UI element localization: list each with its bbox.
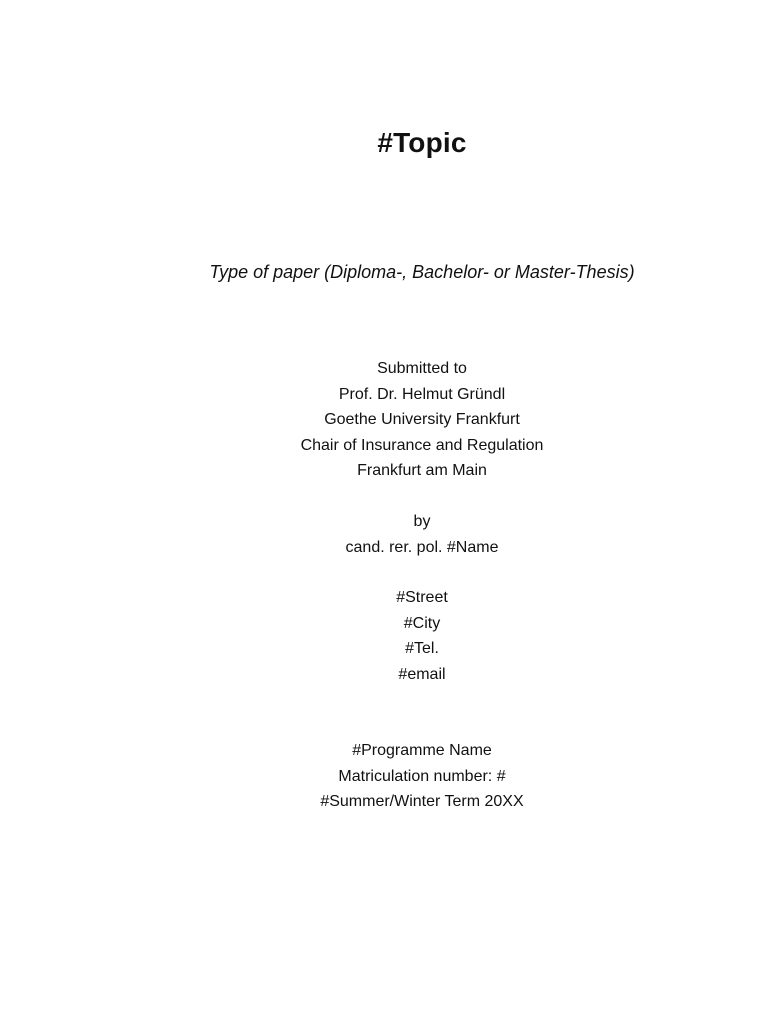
city-line: #City — [403, 614, 441, 632]
street-line: #Street — [396, 589, 448, 606]
thesis-title: #Topic — [377, 127, 467, 158]
university-city: Frankfurt am Main — [357, 462, 487, 479]
by-label: by — [413, 513, 431, 530]
submitted-to-label: Submitted to — [377, 360, 467, 377]
tel-line: #Tel. — [405, 640, 439, 657]
term-line: #Summer/Winter Term 20XX — [320, 793, 524, 810]
chair-name: Chair of Insurance and Regulation — [300, 436, 544, 454]
supervisor-name: Prof. Dr. Helmut Gründl — [338, 385, 506, 403]
submission-block — [0, 356, 770, 484]
matriculation-number: Matriculation number: # — [338, 767, 506, 785]
programme-name: #Programme Name — [352, 742, 492, 759]
university-name: Goethe University Frankfurt — [324, 411, 520, 428]
programme-block — [0, 738, 770, 815]
author-name: cand. rer. pol. #Name — [345, 538, 499, 556]
author-block — [0, 509, 770, 560]
contact-block — [0, 585, 770, 687]
email-line: #email — [398, 665, 446, 683]
paper-type: Type of paper (Diploma-, Bachelor- or Master-Thesis) — [209, 262, 635, 282]
